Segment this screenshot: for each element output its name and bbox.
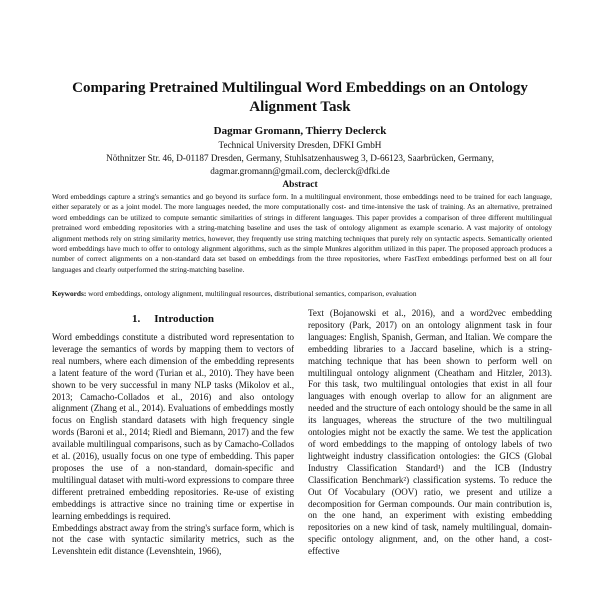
keywords-label: Keywords:: [52, 289, 87, 298]
left-column: [52, 332, 294, 600]
keywords: [52, 289, 552, 299]
affiliation-institution: Technical University Dresden, DFKI GmbH: [218, 140, 382, 150]
title-line: Comparing Pretrained Multilingual Word Embeddings on an Ontology: [72, 80, 528, 96]
affiliations: [40, 139, 560, 177]
affiliation-emails: dagmar.gromann@gmail.com, declerck@dfki.de: [210, 165, 390, 176]
section-number: 1.: [132, 313, 141, 325]
keywords-list: word embeddings, ontology alignment, multilingual resources, distributional semantics, comparison, evaluation: [88, 289, 417, 298]
paragraph: Word embeddings constitute a distributed word representation to leverage the semantics of words by mapping them to vectors of real numbers, where each dimension of the embedding represents a latent feature of the word (Turian et al., 2010). They have been shown to be very successful in many NLP tasks (Mikolov et al., 2013; Camacho-Collados et al., 2016) and also ontology alignment (Zhang et al., 2014). Evaluations of embeddings mostly focus on English standard datasets with high frequency single words (Baroni et al., 2014; Riedl and Biemann, 2017) and the few available multilingual comparisons, such as by Camacho-Collados et al. (2016), usually focus on one type of embedding. This paper proposes the use of a non-standard, domain-specific and multilingual dataset with multi-word expressions to compare three different pretrained embedding repositories. Re-use of existing embeddings is attractive since no training time or expertise in learning embeddings is required.: [52, 332, 294, 521]
paragraph: Text (Bojanowski et al., 2016), and a word2vec embedding repository (Park, 2017) on an ontology alignment task in four languages: English, Spanish, German, and Italian. We compare the embedding libraries to a Jaccard baseline, which is a string-matching technique that has been shown to perform well on multilingual ontology alignment (Cheatham and Hitzler, 2013). For this task, two multilingual ontologies that exist in all four languages with enough overlap to allow for an alignment are needed and the structure of each ontology should be the same in all its languages, whereas the structure of the two multilingual ontologies might not be exactly the same. We test the application of word embeddings to the mapping of ontology labels of two lightweight industry classification ontologies: the GICS (Global Industry Classification Standard¹) and the ICB (Industry Classification Benchmark²) classification systems. To reduce the Out Of Vocabulary (OOV) ratio, we present and utilize a decomposition for German compounds. Our main contribution is, on the one hand, an experiment with existing embedding repositories on a new kind of task, namely multilingual, domain-specific ontology alignment, and, on the other hand, a cost-effective: [308, 308, 552, 557]
authors: Dagmar Gromann, Thierry Declerck: [213, 125, 387, 137]
abstract-heading: Abstract: [282, 180, 318, 190]
section-title: Introduction: [154, 313, 214, 325]
paper-title: [60, 79, 540, 117]
title-line: Alignment Task: [249, 99, 351, 115]
right-column: [308, 308, 552, 600]
abstract-text: Word embeddings capture a string's semantics and go beyond its surface form. In a multilingual environment, those embeddings need to be trained for each language, either separately or as a joint model. The more languages needed, the more computationally cost- and time-intensive the task of training. As an alternative, pretrained word embeddings can be utilized to compute semantic similarities of strings in different languages. This paper provides a comparison of three different multilingual pretrained word embedding repositories with a string-matching baseline and uses the task of ontology alignment as example scenario. A vast majority of ontology alignment methods rely on string similarity metrics, however, they frequently use string matching techniques that purely rely on syntactic aspects. Semantically oriented word embeddings have much to offer to ontology alignment algorithms, such as the simple Munkres algorithm utilized in this paper. The proposed approach produces a number of correct alignments on a non-standard data set based on embeddings from the three repositories, where FastText embeddings performed best on all four languages and clearly outperformed the string-matching baseline.: [52, 192, 552, 274]
paragraph: Embeddings abstract away from the string's surface form, which is not the case with syntactic similarity metrics, such as the Levenshtein edit distance (Levenshtein, 1966),: [52, 522, 294, 557]
section-heading-introduction: [52, 313, 294, 325]
affiliation-address: Nöthnitzer Str. 46, D-01187 Dresden, Germany, Stuhlsatzenhausweg 3, D-66123, Saarbrücken, Germany,: [106, 152, 494, 163]
